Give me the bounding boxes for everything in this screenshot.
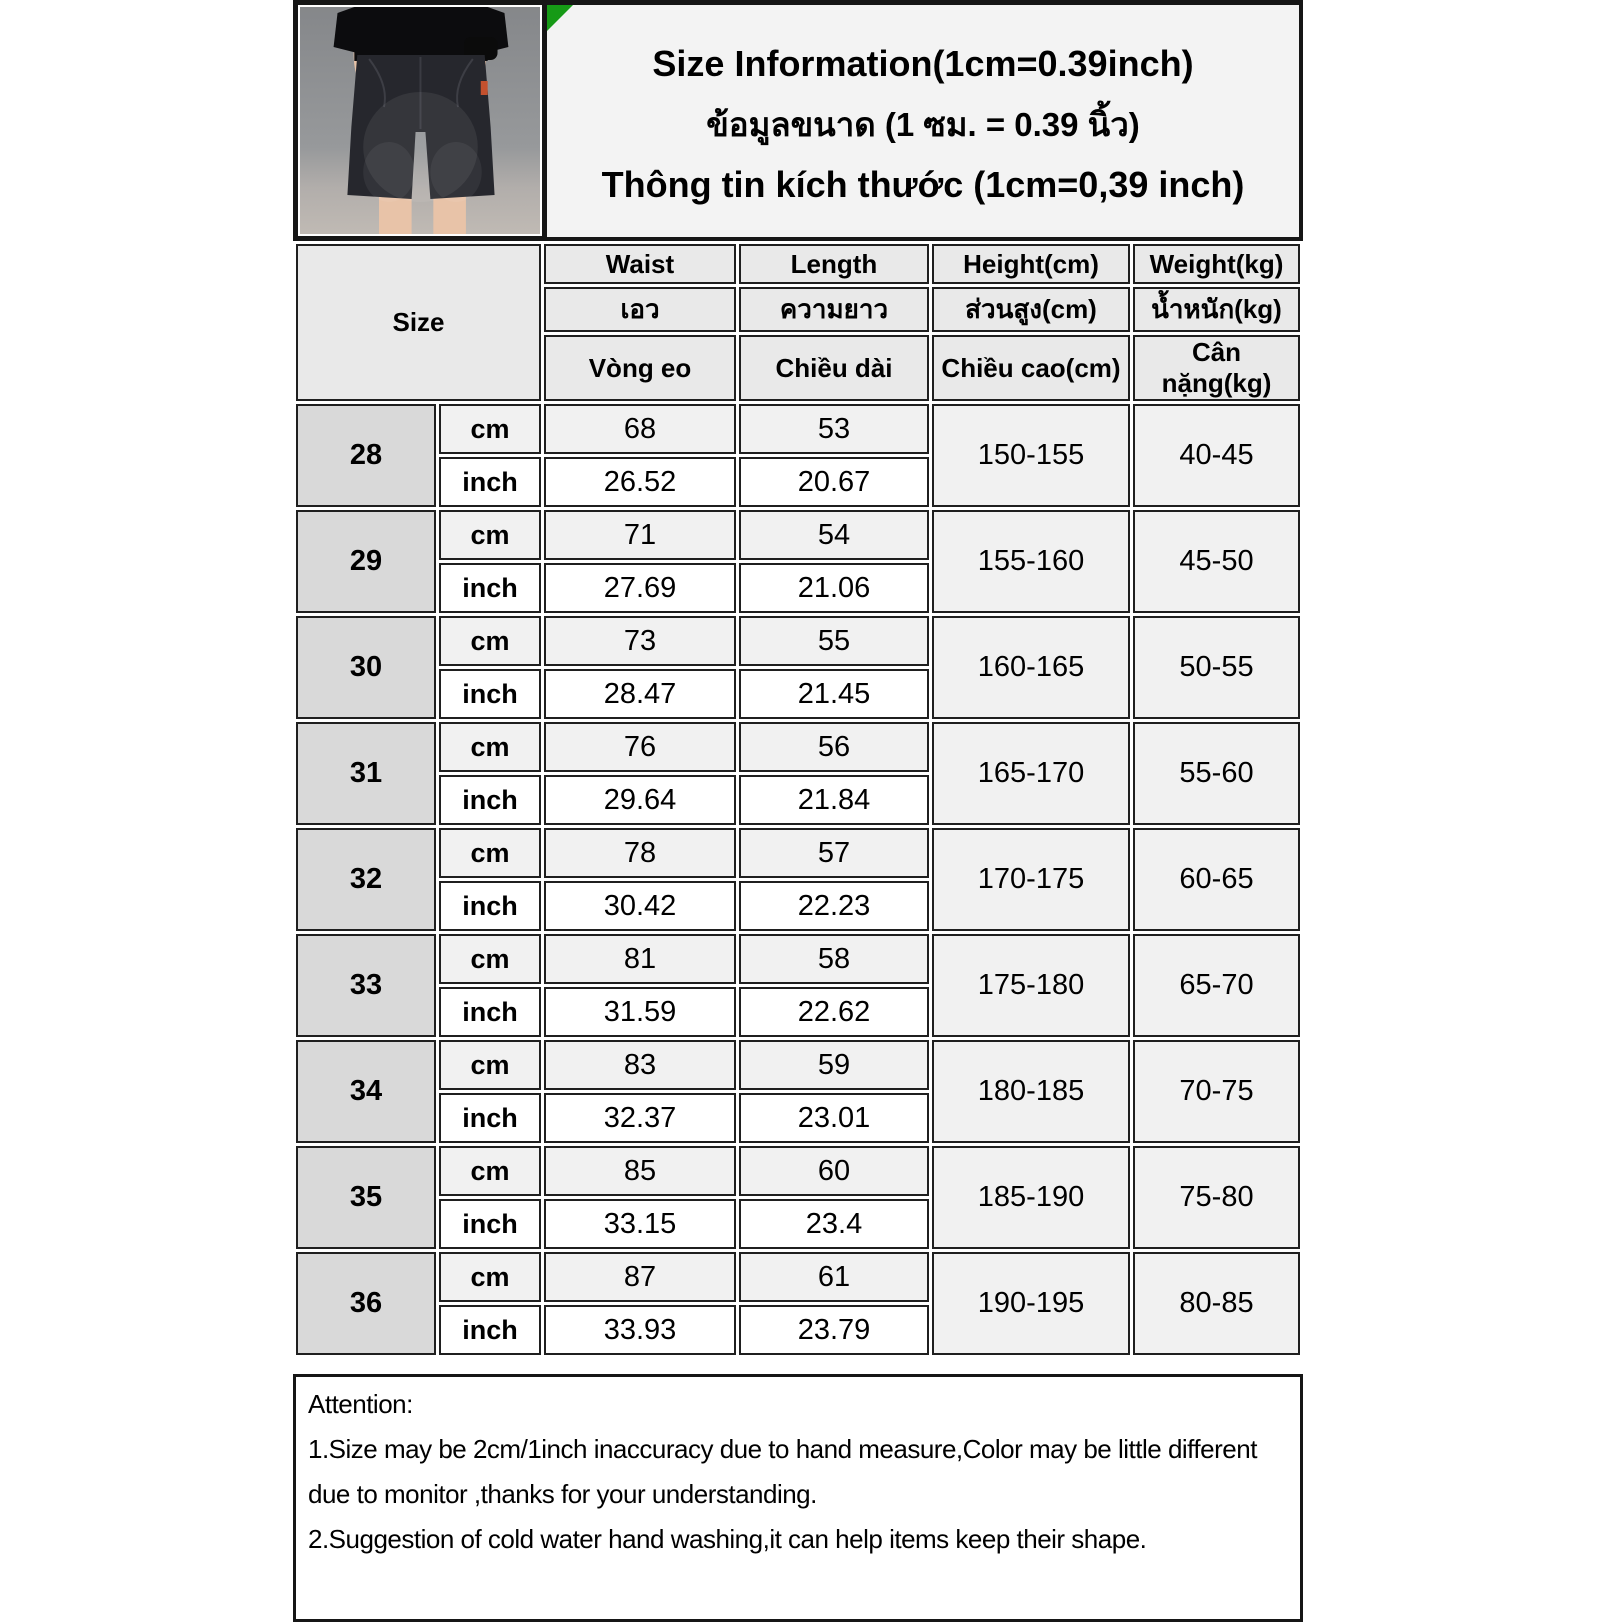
column-header-vi: Chiều dài [739, 335, 929, 401]
length-inch-value: 23.01 [739, 1093, 929, 1143]
header-band [293, 0, 1303, 241]
waist-cm-value: 71 [544, 510, 736, 560]
unit-label-inch: inch [439, 881, 541, 931]
table-row [296, 1040, 1300, 1090]
height-range-value: 155-160 [932, 510, 1130, 613]
product-photo [293, 0, 545, 241]
unit-label-cm: cm [439, 1146, 541, 1196]
column-header-en: Weight(kg) [1133, 244, 1300, 284]
unit-label-inch: inch [439, 669, 541, 719]
table-row [296, 722, 1300, 772]
title-thai: ข้อมูลขนาด (1 ซม. = 0.39 นิ้ว) [706, 105, 1140, 143]
column-header-vi: Chiều cao(cm) [932, 335, 1130, 401]
height-range-value: 150-155 [932, 404, 1130, 507]
length-cm-value: 61 [739, 1252, 929, 1302]
shorts-tag [481, 81, 488, 95]
length-cm-value: 53 [739, 404, 929, 454]
height-range-value: 170-175 [932, 828, 1130, 931]
length-cm-value: 56 [739, 722, 929, 772]
product-photo-illustration [300, 7, 540, 234]
column-header-th: น้ำหนัก(kg) [1133, 287, 1300, 332]
length-inch-value: 22.62 [739, 987, 929, 1037]
length-inch-value: 22.23 [739, 881, 929, 931]
waist-inch-value: 30.42 [544, 881, 736, 931]
waist-inch-value: 27.69 [544, 563, 736, 613]
green-corner-marker-icon [547, 5, 573, 31]
table-row [296, 510, 1300, 560]
length-inch-value: 23.4 [739, 1199, 929, 1249]
weight-range-value: 40-45 [1133, 404, 1300, 507]
waist-inch-value: 28.47 [544, 669, 736, 719]
unit-label-cm: cm [439, 616, 541, 666]
length-cm-value: 59 [739, 1040, 929, 1090]
attention-line-3: 2.Suggestion of cold water hand washing,it can help items keep their shape. [308, 1524, 1147, 1554]
unit-label-cm: cm [439, 1252, 541, 1302]
length-inch-value: 20.67 [739, 457, 929, 507]
size-value: 32 [296, 828, 436, 931]
size-value: 36 [296, 1252, 436, 1355]
length-cm-value: 57 [739, 828, 929, 878]
column-header-en: Height(cm) [932, 244, 1130, 284]
size-table [293, 241, 1303, 1358]
column-header-th: ส่วนสูง(cm) [932, 287, 1130, 332]
length-cm-value: 60 [739, 1146, 929, 1196]
length-inch-value: 21.84 [739, 775, 929, 825]
height-range-value: 190-195 [932, 1252, 1130, 1355]
waist-inch-value: 26.52 [544, 457, 736, 507]
title-english: Size Information(1cm=0.39inch) [652, 42, 1194, 84]
size-value: 28 [296, 404, 436, 507]
waist-inch-value: 29.64 [544, 775, 736, 825]
unit-label-inch: inch [439, 987, 541, 1037]
unit-label-cm: cm [439, 722, 541, 772]
size-column-header: Size [296, 244, 541, 401]
length-inch-value: 21.45 [739, 669, 929, 719]
table-row [296, 1146, 1300, 1196]
unit-label-cm: cm [439, 404, 541, 454]
waist-cm-value: 87 [544, 1252, 736, 1302]
length-cm-value: 55 [739, 616, 929, 666]
attention-line-1: 1.Size may be 2cm/1inch inaccuracy due to hand measure,Color may be little different [308, 1434, 1257, 1464]
waist-cm-value: 81 [544, 934, 736, 984]
size-value: 33 [296, 934, 436, 1037]
waist-cm-value: 83 [544, 1040, 736, 1090]
size-value: 31 [296, 722, 436, 825]
size-info-header [545, 0, 1303, 241]
attention-note [293, 1374, 1303, 1622]
weight-range-value: 55-60 [1133, 722, 1300, 825]
waist-cm-value: 85 [544, 1146, 736, 1196]
waist-cm-value: 78 [544, 828, 736, 878]
size-value: 30 [296, 616, 436, 719]
height-range-value: 185-190 [932, 1146, 1130, 1249]
unit-label-cm: cm [439, 1040, 541, 1090]
size-value: 35 [296, 1146, 436, 1249]
unit-label-inch: inch [439, 1305, 541, 1355]
waist-inch-value: 32.37 [544, 1093, 736, 1143]
unit-label-cm: cm [439, 934, 541, 984]
length-cm-value: 54 [739, 510, 929, 560]
size-value: 29 [296, 510, 436, 613]
unit-label-inch: inch [439, 1199, 541, 1249]
waist-cm-value: 76 [544, 722, 736, 772]
column-header-vi: Vòng eo [544, 335, 736, 401]
weight-range-value: 70-75 [1133, 1040, 1300, 1143]
unit-label-inch: inch [439, 775, 541, 825]
attention-heading: Attention: [308, 1389, 413, 1419]
table-row [296, 404, 1300, 454]
waist-inch-value: 33.15 [544, 1199, 736, 1249]
column-header-vi: Cân nặng(kg) [1133, 335, 1300, 401]
unit-label-cm: cm [439, 828, 541, 878]
size-chart-sheet [293, 0, 1303, 1622]
unit-label-inch: inch [439, 563, 541, 613]
title-vietnamese: Thông tin kích thước (1cm=0,39 inch) [601, 163, 1245, 205]
weight-range-value: 60-65 [1133, 828, 1300, 931]
waist-inch-value: 33.93 [544, 1305, 736, 1355]
table-row [296, 1252, 1300, 1302]
weight-range-value: 45-50 [1133, 510, 1300, 613]
unit-label-cm: cm [439, 510, 541, 560]
table-row [296, 616, 1300, 666]
column-header-th: ความยาว [739, 287, 929, 332]
model-shorts [347, 55, 494, 202]
weight-range-value: 65-70 [1133, 934, 1300, 1037]
height-range-value: 165-170 [932, 722, 1130, 825]
column-header-th: เอว [544, 287, 736, 332]
length-cm-value: 58 [739, 934, 929, 984]
height-range-value: 175-180 [932, 934, 1130, 1037]
length-inch-value: 21.06 [739, 563, 929, 613]
unit-label-inch: inch [439, 457, 541, 507]
attention-line-2: due to monitor ,thanks for your understanding. [308, 1479, 817, 1509]
weight-range-value: 80-85 [1133, 1252, 1300, 1355]
table-row [296, 934, 1300, 984]
height-range-value: 160-165 [932, 616, 1130, 719]
column-header-en: Waist [544, 244, 736, 284]
weight-range-value: 50-55 [1133, 616, 1300, 719]
column-header-en: Length [739, 244, 929, 284]
height-range-value: 180-185 [932, 1040, 1130, 1143]
waist-cm-value: 73 [544, 616, 736, 666]
waist-inch-value: 31.59 [544, 987, 736, 1037]
waist-cm-value: 68 [544, 404, 736, 454]
unit-label-inch: inch [439, 1093, 541, 1143]
length-inch-value: 23.79 [739, 1305, 929, 1355]
weight-range-value: 75-80 [1133, 1146, 1300, 1249]
size-value: 34 [296, 1040, 436, 1143]
table-row [296, 828, 1300, 878]
